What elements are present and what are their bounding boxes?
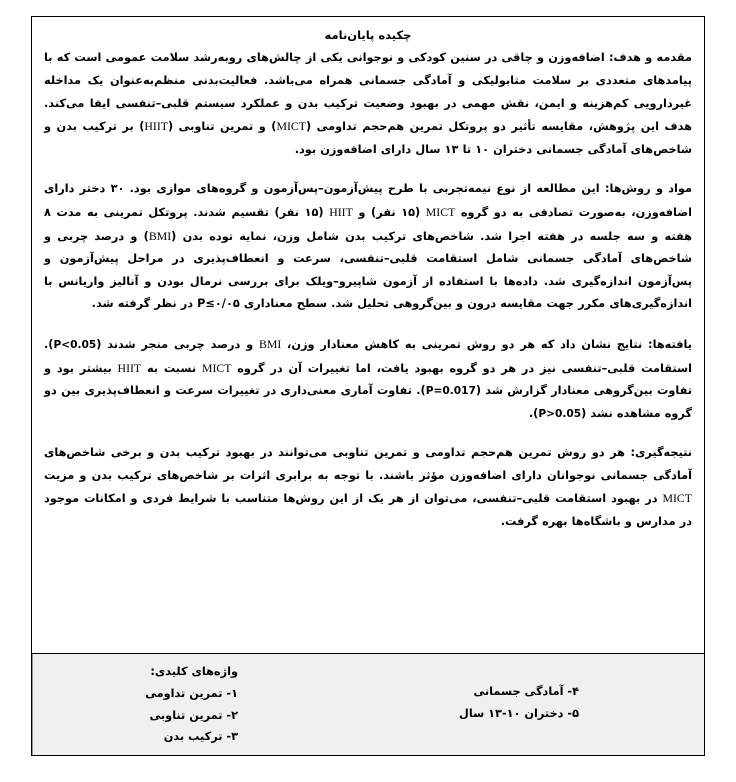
keywords-column-right bbox=[32, 654, 249, 755]
keyword-item-5: ۵- دختران ۱۰-۱۳ سال bbox=[459, 706, 579, 720]
keywords-heading: واژه‌های کلیدی: bbox=[150, 665, 238, 678]
paragraph-introduction: مقدمه و هدف: اضافه‌وزن و چاقی در سنین کودکی و نوجوانی یکی از چالش‌های رو‌به‌رشد سلامت عمومی است که با پیامدهای متعددی بر سلامت متابولیکی و آمادگی جسمانی همراه می‌باشد. فعالیت‌بدنی منظم‌به‌عنوان یک مداخله غیردارویی کم‌هزینه و ایمن، نقش مهمی در بهبود وضعیت ترکیب بدن و عملکرد سیستم قلبی–تنفسی ایفا می‌کند. هدف این پژوهش، مقایسه تأثیر دو پروتکل تمرین هم‌حجم تداومی (MICT) و تمرین تناوبی (HIIT) بر ترکیب بدن و شاخص‌های آمادگی جسمانی دختران ۱۰ تا ۱۳ سال دارای اضافه‌وزن بود. bbox=[44, 51, 692, 156]
paragraph-findings: یافته‌ها: نتایج نشان داد که هر دو روش تمرینی به کاهش معنادار وزن، BMI و درصد چربی منجر شدند (P<0.05). استقامت قلبی–تنفسی نیز در هر دو گروه بهبود یافت، اما تغییرات آن در گروه MICT نسبت به HIIT بیشتر بود و تفاوت بین‌گروهی معنادار گزارش شد (P=0.017). تفاوت آماری معنی‌داری در تغییرات سرعت و انعطاف‌پذیری بین دو گروه مشاهده نشد (P>0.05). bbox=[44, 336, 692, 420]
keyword-item-2: ۲- تمرین تناوبی bbox=[149, 708, 238, 722]
keywords-section bbox=[32, 653, 704, 755]
abstract-container bbox=[31, 16, 705, 756]
keyword-item-4: ۴- آمادگی جسمانی bbox=[473, 685, 579, 698]
keyword-item-3: ۳- ترکیب بدن bbox=[163, 730, 238, 744]
abstract-body bbox=[32, 17, 704, 534]
keyword-item-1: ۱- تمرین تداومی bbox=[145, 686, 238, 700]
keywords-column-left bbox=[249, 654, 704, 755]
page-title: چکیده پایان‌نامه bbox=[324, 28, 412, 42]
paragraph-conclusion: نتیجه‌گیری: هر دو روش تمرین هم‌حجم تداومی و تمرین تناوبی می‌توانند در بهبود ترکیب بدن و برخی شاخص‌های آمادگی جسمانی نوجوانان دارای اضافه‌وزن مؤثر باشند. با توجه به برابری اثرات بر شاخص‌های ترکیب بدن و مزیت MICT در بهبود استقامت قلبی–تنفسی، می‌توان از هر یک از این روش‌ها متناسب با شرایط فردی و امکانات موجود در مدارس و باشگاه‌ها بهره گرفت. bbox=[44, 446, 692, 529]
paragraph-methods: مواد و روش‌ها: این مطالعه از نوع نیمه‌تجربی با طرح پیش‌آزمون–پس‌آزمون و گروه‌های موازی بود. ۳۰ دختر دارای اضافه‌وزن، به‌صورت تصادفی به دو گروه MICT (۱۵ نفر) و HIIT (۱۵ نفر) تقسیم شدند. پروتکل تمرینی به مدت ۸ هفته و سه جلسه در هفته اجرا شد. شاخص‌های ترکیب بدن شامل وزن، نمایه توده بدن (BMI) و درصد چربی و شاخص‌های آمادگی جسمانی شامل استقامت قلبی–تنفسی، سرعت و انعطاف‌پذیری در مراحل پیش‌آزمون و پس‌آزمون اندازه‌گیری شد. داده‌ها با استفاده از آزمون شاپیرو–ویلک برای بررسی نرمال بودن و آنالیز واریانس با اندازه‌گیری‌های مکرر جهت مقایسه درون و بین‌گروهی تحلیل شد. سطح معناداری P≤۰/۰۵ در نظر گرفته شد. bbox=[44, 182, 693, 311]
